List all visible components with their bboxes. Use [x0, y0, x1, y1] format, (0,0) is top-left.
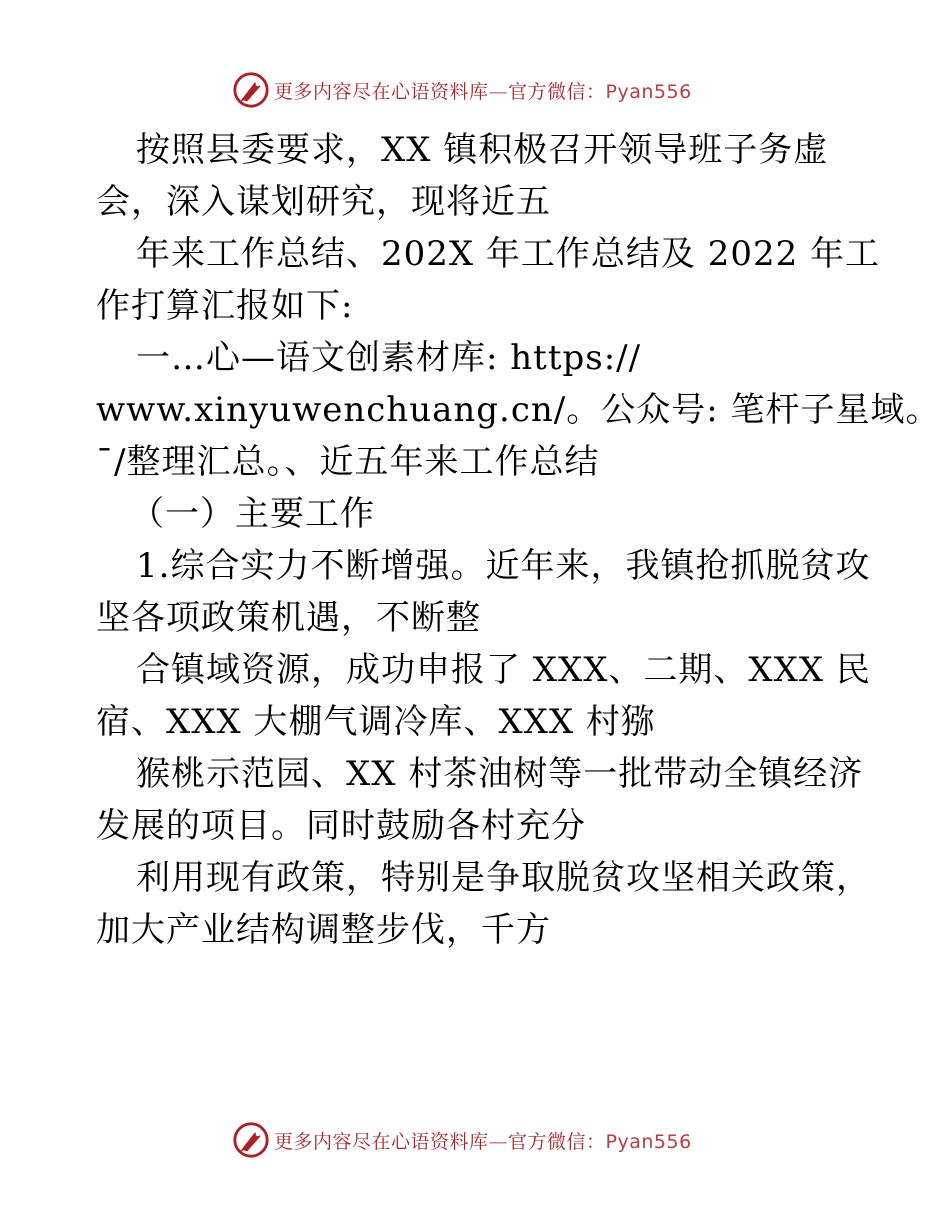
pen-nib-logo-icon — [232, 1121, 270, 1159]
text-line: 合镇域资源，成功申报了 XXX、二期、XXX 民 — [136, 650, 871, 690]
text-line: 坚各项政策机遇，不断整 — [96, 598, 481, 638]
document-body — [96, 124, 941, 956]
text-line: 按照县委要求，XX 镇积极召开领导班子务虚 — [136, 130, 829, 170]
text-line: 利用现有政策，特别是争取脱贫攻坚相关政策， — [136, 858, 871, 898]
text-line: 发展的项目。同时鼓励各村充分 — [96, 806, 586, 846]
watermark-wechat-id: Pyan556 — [605, 1130, 692, 1153]
text-line: 加大产业结构调整步伐，千方 — [96, 910, 551, 950]
watermark-main: 更多内容尽在心语资料库 — [274, 1130, 489, 1153]
watermark-separator: — — [488, 80, 509, 103]
text-line: 一…心—语文创素材库: https:// — [136, 338, 642, 378]
watermark-wechat-label: 官方微信： — [508, 1130, 606, 1153]
text-line: 年来工作总结、202X 年工作总结及 2022 年工 — [136, 234, 881, 274]
text-line: 宿、XXX 大棚气调冷库、XXX 村猕 — [96, 702, 656, 742]
watermark-text — [274, 77, 692, 104]
text-line: 1.综合实力不断增强。近年来，我镇抢抓脱贫攻 — [136, 546, 871, 586]
text-line: （一）主要工作 — [130, 494, 375, 534]
text-line: www.xinyuwenchuang.cn/。公众号: 笔杆子星域。 — [96, 390, 941, 430]
text-line: 会，深入谋划研究，现将近五 — [96, 182, 551, 222]
text-line: 猴桃示范园、XX 村茶油树等一批带动全镇经济 — [136, 754, 864, 794]
watermark-wechat-label: 官方微信： — [508, 80, 606, 103]
watermark-wechat-id: Pyan556 — [605, 80, 692, 103]
pen-nib-logo-icon — [232, 71, 270, 109]
watermark-text — [274, 1127, 692, 1154]
text-line: ¯/整理汇总。、近五年来工作总结 — [96, 442, 600, 482]
watermark-separator: — — [488, 1130, 509, 1153]
watermark-main: 更多内容尽在心语资料库 — [274, 80, 489, 103]
text-line: 作打算汇报如下: — [96, 286, 354, 326]
header-watermark — [232, 70, 692, 110]
footer-watermark — [232, 1120, 692, 1160]
